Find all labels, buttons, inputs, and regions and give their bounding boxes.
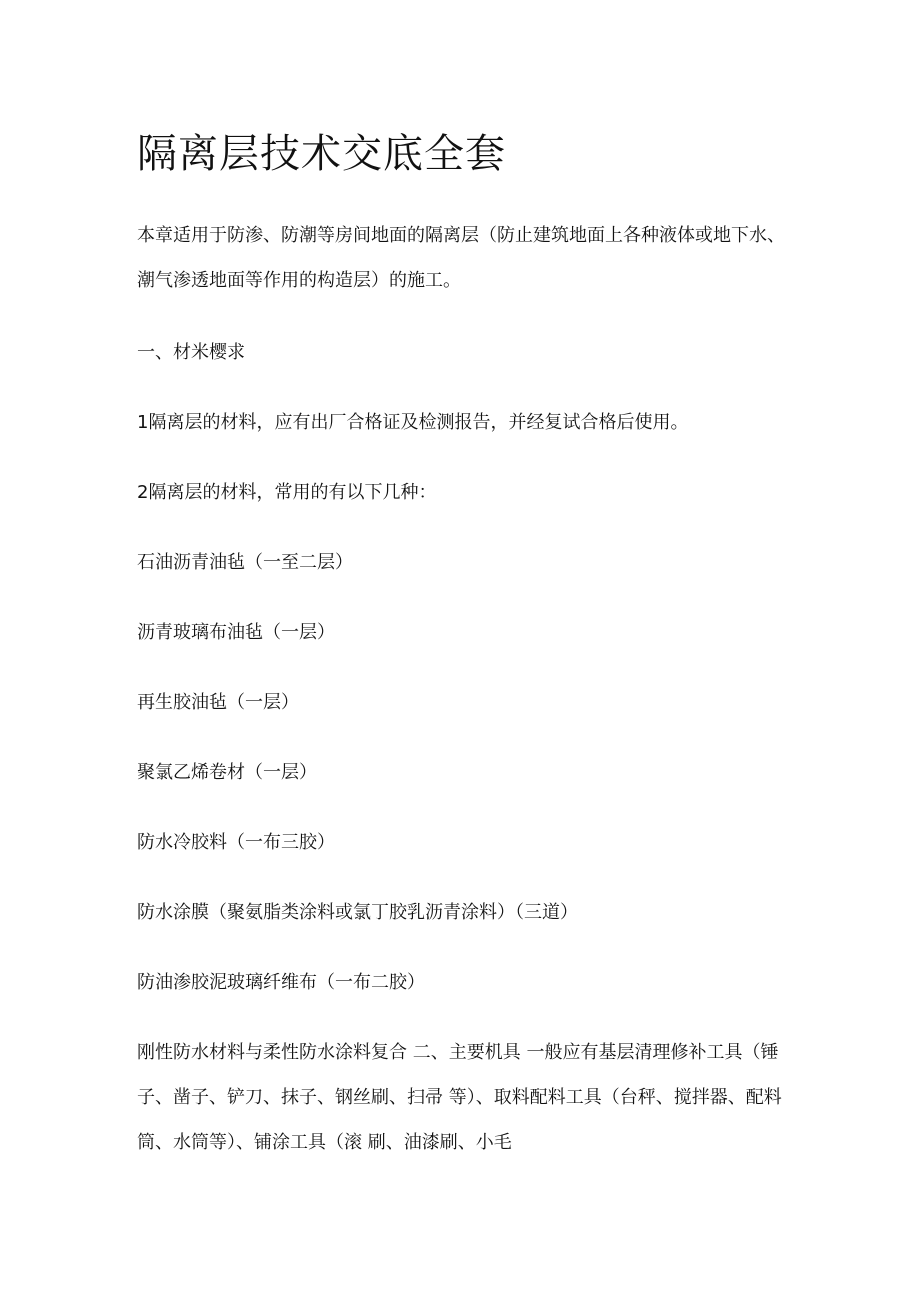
material-item: 防水涂膜（聚氨脂类涂料或氯丁胶乳沥青涂料）（三道） — [137, 902, 578, 923]
material-item: 沥青玻璃布油毡（一层） — [137, 622, 335, 643]
requirement-item-2: 2隔离层的材料，常用的有以下几种： — [137, 482, 437, 503]
material-item: 石油沥青油毡（一至二层） — [137, 552, 353, 573]
requirement-item-1: 1隔离层的材料，应有出厂合格证及检测报告，并经复试合格后使用。 — [137, 412, 689, 433]
closing-paragraph: 刚性防水材料与柔性防水涂料复合 二、主要机具 一般应有基层清理修补工具（锤子、凿子、铲刀、抹子、钢丝刷、扫帚 等）、取料配料工具（台秤、搅拌器、配料筒、水筒等）、铺涂工具（滚 刷、油漆刷、小毛 — [137, 1042, 782, 1153]
material-item: 再生胶油毡（一层） — [137, 692, 299, 713]
material-item: 聚氯乙烯卷材（一层） — [137, 762, 317, 783]
material-item: 防油渗胶泥玻璃纤维布（一布二胶） — [137, 972, 425, 993]
intro-paragraph: 本章适用于防渗、防潮等房间地面的隔离层（防止建筑地面上各种液体或地下水、潮气渗透地面等作用的构造层）的施工。 — [137, 225, 785, 291]
material-item: 防水冷胶料（一布三胶） — [137, 832, 335, 853]
section-heading-materials: 一、材米樱求 — [137, 342, 245, 363]
document-title: 隔离层技术交底全套 — [137, 131, 506, 177]
